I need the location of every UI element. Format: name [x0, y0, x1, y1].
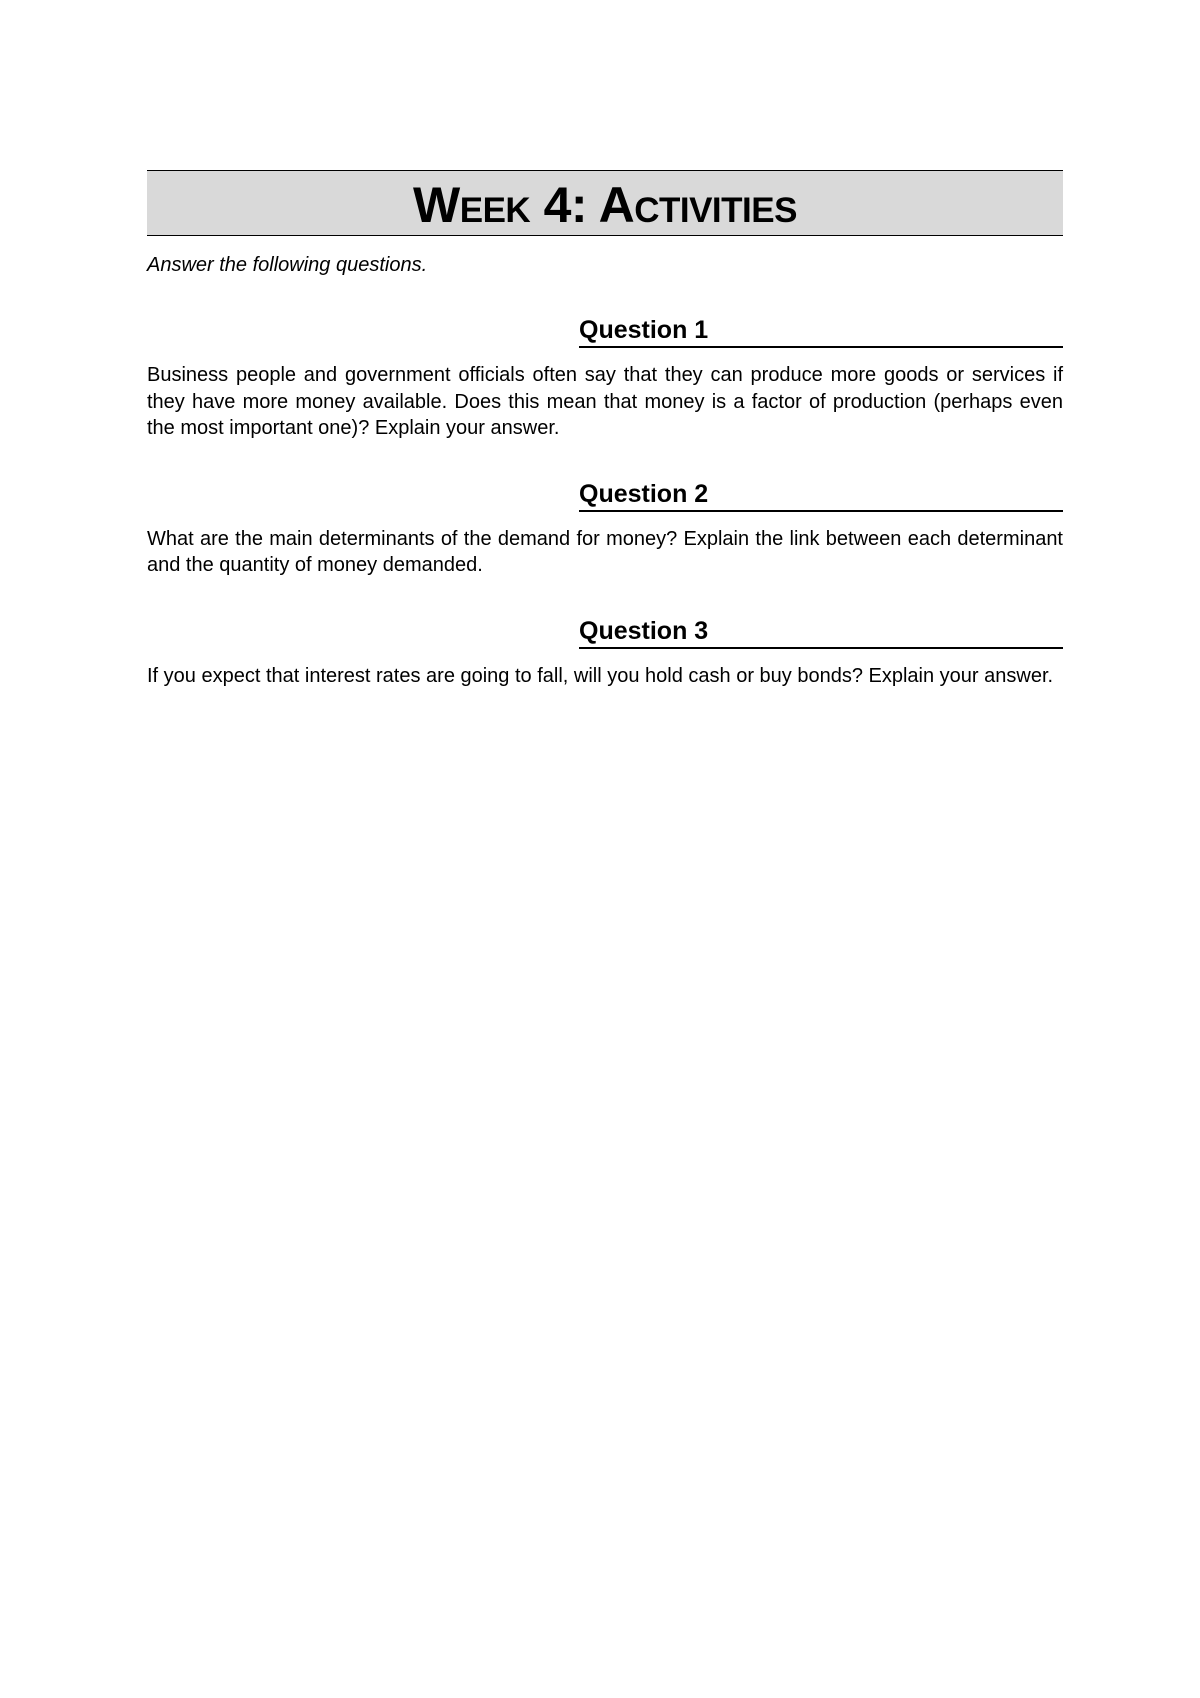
question-heading: Question 2: [579, 478, 1063, 512]
title-banner: [147, 170, 1063, 236]
question-text: Business people and government officials often say that they can produce more goods or services if they have more money available. Does this mean that money is a factor of production (perhaps even the most important one)? Explain your answer.: [147, 364, 1063, 439]
question-text: What are the main determinants of the demand for money? Explain the link between each determinant and the quantity of money demanded.: [147, 527, 1063, 576]
question-block-3: [147, 615, 1063, 690]
question-heading: Question 3: [579, 615, 1063, 649]
question-heading: Question 1: [579, 314, 1063, 348]
document-page: [147, 170, 1063, 689]
question-block-2: [147, 478, 1063, 579]
page-title: Week 4: Activities: [413, 176, 797, 233]
question-text: If you expect that interest rates are going to fall, will you hold cash or buy bonds? Explain your answer.: [147, 664, 1054, 687]
instructions-text: Answer the following questions.: [147, 254, 428, 276]
question-block-1: [147, 314, 1063, 442]
